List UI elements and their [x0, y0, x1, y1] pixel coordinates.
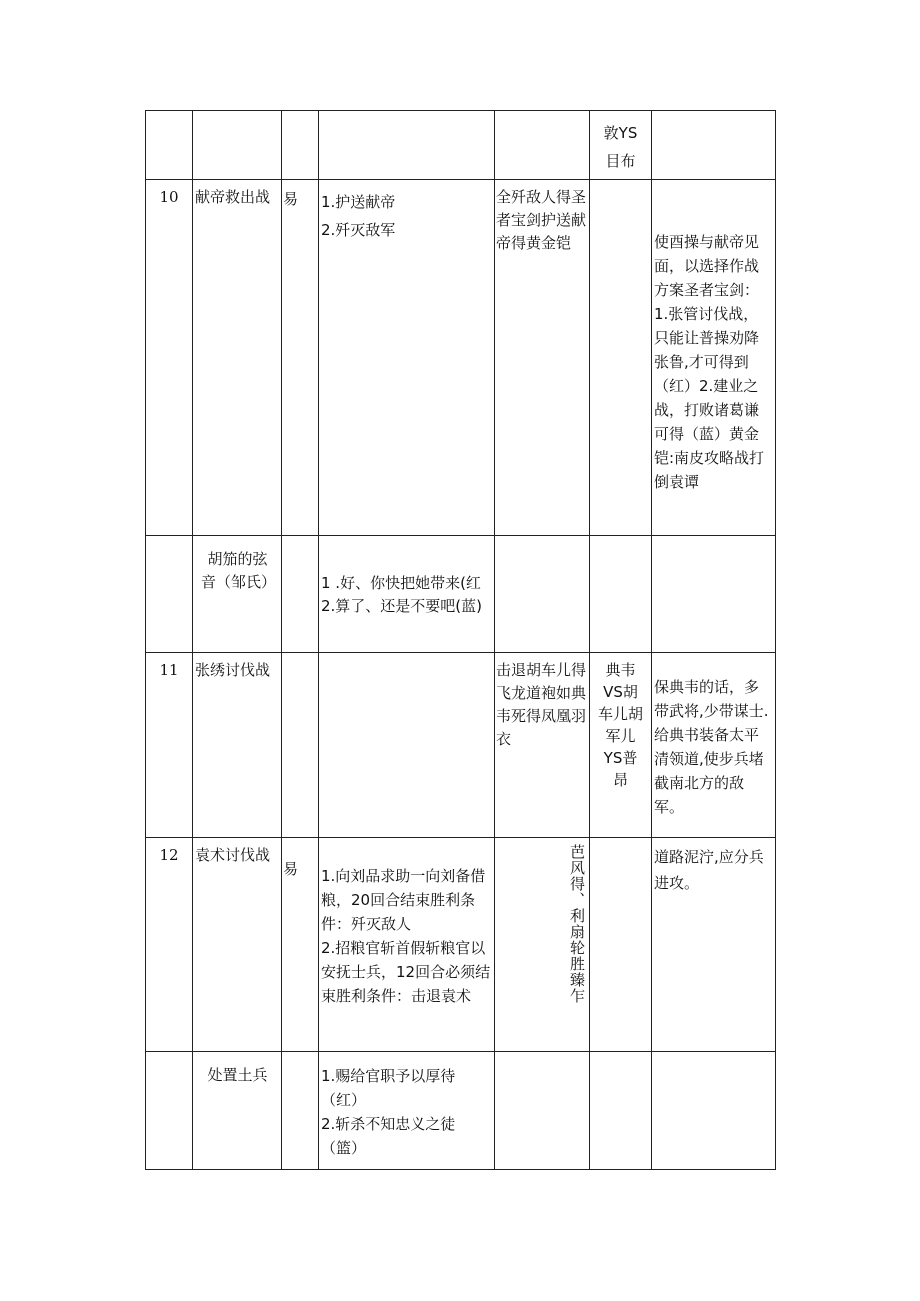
versus-cell	[590, 180, 652, 536]
versus-line: VS胡	[603, 683, 638, 701]
goal-line: 1.护送献帝	[321, 193, 396, 211]
stage-name: 张绣讨伐战	[195, 661, 271, 679]
versus-line: 目布	[605, 152, 636, 170]
table-row	[146, 180, 776, 536]
difficulty-cell	[282, 111, 319, 180]
difficulty-cell	[282, 536, 319, 653]
difficulty-cell: 易	[282, 180, 319, 536]
reward-cell	[495, 536, 590, 653]
reward-text: 全歼敌人得圣者宝剑护送献帝得黄金铠	[496, 188, 587, 252]
table-row	[146, 1052, 776, 1170]
goal-line: 2.歼灭敌军	[321, 221, 396, 239]
versus-line: 敦YS	[603, 124, 638, 142]
versus-cell	[590, 1052, 652, 1170]
stage-name-cell	[193, 536, 282, 653]
versus-cell	[590, 653, 652, 838]
stage-number-cell: 12	[146, 838, 193, 1052]
notes-cell	[652, 838, 776, 1052]
notes-cell	[652, 1052, 776, 1170]
notes-text: 保典韦的话，多带武将,少带谋士.给典书装备太平清领道,使步兵堵截南北方的敌军。	[654, 678, 769, 816]
stage-name: 处置土兵	[207, 1066, 268, 1084]
difficulty-cell: 易	[282, 838, 319, 1052]
table-row	[146, 653, 776, 838]
goals-cell	[319, 111, 495, 180]
goals-cell	[319, 838, 495, 1052]
stage-name-cell	[193, 1052, 282, 1170]
goals-cell	[319, 180, 495, 536]
goal-line: 1.向刘品求助一向刘备借粮，20回合结束胜利条件：歼灭敌人	[321, 867, 486, 933]
table-row	[146, 111, 776, 180]
goal-line: 1 .好、你快把她带来(红	[321, 574, 481, 592]
versus-cell	[590, 838, 652, 1052]
notes-cell	[652, 653, 776, 838]
stage-name: 献帝救出战	[195, 188, 271, 206]
goal-line: 2.算了、还是不要吧(蓝)	[321, 597, 483, 615]
goals-cell	[319, 1052, 495, 1170]
stage-number-cell: 11	[146, 653, 193, 838]
reward-cell	[495, 180, 590, 536]
notes-cell	[652, 111, 776, 180]
goals-cell	[319, 653, 495, 838]
versus-cell	[590, 536, 652, 653]
versus-line: 军儿	[605, 727, 636, 745]
stage-name: 袁术讨伐战	[195, 846, 271, 864]
stage-name: 胡笳的弦音（邹氏）	[201, 550, 277, 591]
stage-number-cell	[146, 536, 193, 653]
reward-text: 芭风得、利扇轮胜臻乍	[568, 844, 586, 1004]
goals-cell	[319, 536, 495, 653]
stage-number-cell: 10	[146, 180, 193, 536]
difficulty-cell	[282, 1052, 319, 1170]
notes-cell	[652, 536, 776, 653]
versus-line: 典韦	[605, 661, 636, 679]
goal-line: 2.斩杀不知忠义之徒（篮）	[321, 1115, 456, 1157]
notes-text: 使酉操与献帝见面，以选择作战方案圣者宝剑：1.张管讨伐战，只能让普操劝降张鲁,才可得到（红）2.建业之战，打败诸葛谦可得（蓝）黄金铠:南皮攻略战打倒袁谭	[654, 233, 765, 491]
versus-line: 车儿胡	[597, 705, 643, 723]
goal-line: 1.赐给官职予以厚待（红）	[321, 1067, 456, 1109]
reward-text: 击退胡车儿得飞龙道袍如典韦死得凤凰羽衣	[496, 661, 587, 748]
reward-cell	[495, 838, 590, 1052]
stage-name-cell	[193, 838, 282, 1052]
reward-cell	[495, 653, 590, 838]
goal-line: 2.招粮官斩首假斩粮官以安抚士兵，12回合必须结束胜利条件：击退袁术	[321, 939, 491, 1005]
stage-number-cell	[146, 111, 193, 180]
reward-cell	[495, 111, 590, 180]
stage-name-cell	[193, 180, 282, 536]
notes-text: 道路泥泞,应分兵进攻。	[654, 848, 764, 892]
versus-line: 昂	[612, 771, 628, 789]
versus-line: YS普	[603, 749, 638, 767]
difficulty-cell	[282, 653, 319, 838]
reward-cell	[495, 1052, 590, 1170]
table-row	[146, 536, 776, 653]
notes-cell	[652, 180, 776, 536]
walkthrough-table	[145, 110, 776, 1170]
table-row	[146, 838, 776, 1052]
stage-name-cell	[193, 653, 282, 838]
versus-cell	[590, 111, 652, 180]
stage-number-cell	[146, 1052, 193, 1170]
stage-name-cell	[193, 111, 282, 180]
